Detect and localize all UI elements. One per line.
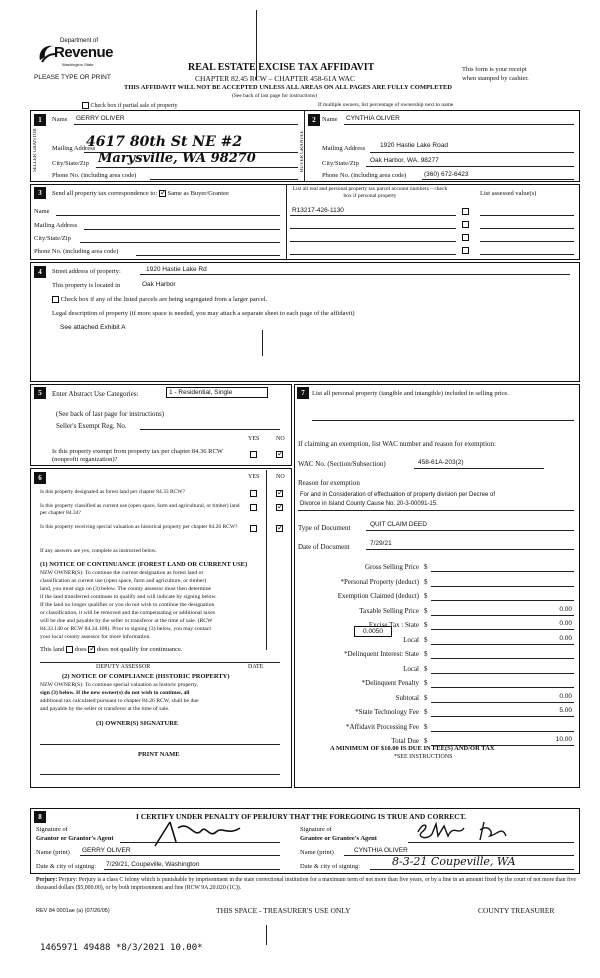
section-8-badge: 8 xyxy=(34,811,46,823)
stamp-line xyxy=(266,925,267,945)
grantee-sig-label-1: Signature of xyxy=(300,826,332,833)
buyer-phone[interactable]: (360) 672-6423 xyxy=(424,171,469,178)
owner-signature-label: (3) OWNER(S) SIGNATURE xyxy=(96,720,179,727)
seller-name-label: Name xyxy=(52,116,68,123)
claiming-exemption: If claiming an exemption, list WAC number and reason for exemption: xyxy=(298,440,496,448)
legal-description[interactable]: See attached Exhibit A xyxy=(60,324,126,331)
segregated-checkbox[interactable] xyxy=(52,296,59,303)
fee-dollar-sign: $ xyxy=(424,708,428,716)
grantor-name[interactable]: GERRY OLIVER xyxy=(82,847,131,854)
q-historic: Is this property receiving special valuation as historical property per chapter 84.26 RCW? xyxy=(40,524,238,530)
deputy-assessor: DEPUTY ASSESSOR xyxy=(96,664,151,670)
q-forest-yes[interactable] xyxy=(250,490,257,497)
reason-label: Reason for exemption xyxy=(298,479,360,487)
q-forest-no[interactable] xyxy=(276,490,283,497)
does-not-label: does not xyxy=(96,646,119,653)
seller-city[interactable]: Marysville, WA 98270 xyxy=(98,151,256,166)
partial-sale-checkbox[interactable] xyxy=(82,102,89,109)
seller-side-label: SELLER GRANTOR xyxy=(33,128,38,172)
legal-description-label: Legal description of property (if more space is needed, you may attach a separate sheet to each page of the affidavit) xyxy=(52,310,355,317)
grantee-name-label: Name (print) xyxy=(300,849,334,856)
grantee-sig-label-2: Grantee or Grantee's Agent xyxy=(300,835,377,842)
fee-value[interactable]: 0.00 xyxy=(559,692,572,700)
q-current-use-no[interactable] xyxy=(276,504,283,511)
section-2-badge: 2 xyxy=(308,114,320,126)
grantor-date-label: Date & city of signing: xyxy=(36,863,96,870)
notice1-line: NEW OWNER(S): To continue the current designation as forest land or xyxy=(40,570,204,576)
grantor-sig-label-2: Grantor or Grantor's Agent xyxy=(36,835,114,842)
segregated-label: Check box if any of the listed parcels are being segregated from a larger parcel. xyxy=(60,296,268,303)
fee-value[interactable]: 0.00 xyxy=(559,620,572,627)
stamp-line xyxy=(262,330,263,356)
perjury-text: Perjury: Perjury is a class C felony which is punishable by imprisonment in the state correctional institution for a maximum term of not more than five years, or by a fine in an amount fixed by the court of not more than five thousand dollars ($5,000.00), or by both imprisonment and fine (RCW 9A.20.020 (1C)). xyxy=(36,877,576,891)
notice2-line: and payable by the seller or transferor at the time of sale. xyxy=(40,706,170,712)
seller-name[interactable]: GERRY OLIVER xyxy=(76,115,125,122)
fee-label: Gross Selling Price xyxy=(364,563,419,571)
fee-dollar-sign: $ xyxy=(424,664,428,673)
print-name-label: PRINT NAME xyxy=(138,751,180,758)
q-exempt: Is this property exempt from property tax per chapter 84.36 RCW (nonprofit organization)? xyxy=(52,448,223,463)
s6-no-header: NO xyxy=(276,474,285,480)
logo-state: Washington State xyxy=(62,62,94,67)
fee-dollar-sign: $ xyxy=(424,722,428,731)
fee-dollar-sign: $ xyxy=(424,737,428,745)
stamp-line xyxy=(256,10,257,80)
s5-yes-header: YES xyxy=(248,436,260,442)
please-type: PLEASE TYPE OR PRINT xyxy=(34,74,111,81)
buyer-name[interactable]: CYNTHIA OLIVER xyxy=(346,115,400,122)
fee-label: Exemption Claimed (deduct) xyxy=(337,592,419,600)
section-6-badge: 6 xyxy=(34,472,46,484)
q-exempt-no[interactable] xyxy=(276,451,283,458)
s3-phone-label: Phone No. (including area code) xyxy=(34,248,119,255)
s5-no-header: NO xyxy=(276,436,285,442)
buyer-side-label: BUYER GRANTEE xyxy=(300,130,305,172)
notice1-line: if the land transferred continues to qualify and will indicate by signing below. xyxy=(40,594,217,600)
fee-dollar-sign: $ xyxy=(424,606,428,615)
grantee-signature xyxy=(414,818,534,844)
personal-property-checkbox-3[interactable] xyxy=(462,234,469,241)
buyer-city[interactable]: Oak Harbor, WA. 98277 xyxy=(370,157,439,164)
s6-yes-header: YES xyxy=(248,474,260,480)
fee-label: Local xyxy=(403,664,419,673)
fee-value[interactable]: 10.00 xyxy=(555,736,572,743)
buyer-mailing[interactable]: 1920 Hastie Lake Road xyxy=(380,142,448,149)
fee-label: Taxable Selling Price xyxy=(359,606,419,615)
q-historic-yes[interactable] xyxy=(250,525,257,532)
see-instructions: *SEE INSTRUCTIONS xyxy=(394,754,453,760)
treasurer-space: THIS SPACE - TREASURER'S USE ONLY xyxy=(216,906,351,915)
personal-property-checkbox-2[interactable] xyxy=(462,221,469,228)
seller-city-label: City/State/Zip xyxy=(52,160,89,167)
fee-dollar-sign: $ xyxy=(424,650,428,658)
revenue-logo xyxy=(36,38,114,76)
assessed-header: List assessed value(s) xyxy=(480,190,537,197)
parcel-list-header: List all real and personal property tax parcel account numbers – check box if personal property xyxy=(292,186,448,199)
continuance-row xyxy=(40,646,183,653)
fee-label: *Personal Property (deduct) xyxy=(340,577,419,586)
send-correspondence-row xyxy=(52,190,229,197)
notice2-line: NEW OWNER(S): To continue special valuation as historic property, xyxy=(40,682,199,688)
fee-label: *Affidavit Processing Fee xyxy=(346,722,419,731)
q-historic-no[interactable] xyxy=(276,525,283,532)
receipt-note-1: This form is your receipt xyxy=(462,66,527,73)
grantor-date-city[interactable]: 7/29/21, Coupeville, Washington xyxy=(106,861,200,868)
fee-dollar-sign: $ xyxy=(424,679,428,687)
fee-dollar-sign: $ xyxy=(424,621,428,629)
perjury-notice: Perjury: Perjury: Perjury is a class C felony which is punishable by imprisonment in the state correctional institution for a maximum term of not more than five years, or by a fine in an amount fixed by the court of not more than five thousand dollars ($5,000.00), or by both imprisonment and fine (RCW 9A.20.020 (1C)). xyxy=(36,877,576,891)
doc-date[interactable]: 7/29/21 xyxy=(370,540,392,547)
seller-mailing-label: Mailing Address xyxy=(52,145,96,152)
located-label: This property is located in xyxy=(52,282,121,289)
fee-label: Excise Tax : State xyxy=(368,621,419,629)
notice1-line: classification as current use (open space, farm and agriculture, or timber) xyxy=(40,578,207,584)
rev-number: REV 84 0001ae (a) (07/26/05) xyxy=(36,908,110,914)
stamp-line xyxy=(266,470,267,650)
same-as-buyer-checkbox[interactable] xyxy=(159,190,166,197)
does-label: does xyxy=(74,646,87,653)
section-4-badge: 4 xyxy=(34,266,46,278)
notice1-line: your local county assessor for more information. xyxy=(40,634,151,640)
deputy-date: DATE xyxy=(248,664,264,670)
fee-label: *State Technology Fee xyxy=(355,708,419,716)
fee-dollar-sign: $ xyxy=(424,693,428,702)
s3-name-label: Name xyxy=(34,208,50,215)
fee-label: Local xyxy=(403,635,419,644)
receipt-note-2: when stamped by cashier. xyxy=(462,75,529,82)
fee-dollar-sign: $ xyxy=(424,577,428,586)
s3-mailing-label: Mailing Address xyxy=(34,222,78,229)
notice1-title: (1) NOTICE OF CONTINUANCE (FOREST LAND OR CURRENT USE) xyxy=(40,561,248,568)
partial-sale-row xyxy=(82,102,177,109)
grantee-name[interactable]: CYNTHIA OLIVER xyxy=(354,847,408,854)
county-treasurer: COUNTY TREASURER xyxy=(478,906,555,915)
fee-label: Subtotal xyxy=(395,693,419,702)
abstract-use-field[interactable]: 1 - Residential, Single xyxy=(166,387,268,398)
notice1-line: or classification, it will be removed and the compensating or additional taxes xyxy=(40,610,215,616)
s5-see-back: (See back of last page for instructions) xyxy=(56,410,165,418)
buyer-name-label: Name xyxy=(322,116,338,123)
q-current-use: Is this property classified as current use (open space, farm and agricultural, or timber) land per chapter 84.34? xyxy=(40,503,240,516)
receipt-stamp: 1465971 49488 *8/3/2021 10.00* xyxy=(40,943,203,953)
buyer-city-label: City/State/Zip xyxy=(322,160,359,167)
fee-label: Total Due xyxy=(391,737,419,745)
grantor-name-label: Name (print) xyxy=(36,849,70,856)
buyer-mailing-label: Mailing Address xyxy=(322,145,366,152)
same-as-buyer-label: Same as Buyer/Grantee xyxy=(167,190,229,197)
doc-date-label: Date of Document xyxy=(298,543,350,551)
q-forest: Is this property designated as forest land per chapter 84.33 RCW? xyxy=(40,489,185,495)
fee-dollar-sign: $ xyxy=(424,592,428,600)
notice1-line: If the land no longer qualifies or you do not wish to continue the designation xyxy=(40,602,215,608)
parcel-number[interactable]: R13217-426-1130 xyxy=(292,207,344,214)
s3-city-label: City/State/Zip xyxy=(34,235,71,242)
fee-label: *Delinquent Interest: State xyxy=(343,650,419,658)
segregated-row xyxy=(52,296,267,303)
personal-property-note: List all personal property (tangible and intangible) included in selling price. xyxy=(312,390,509,397)
notice1-line: will be due and payable by the seller or transferor at the time of sale. (RCW xyxy=(40,618,213,624)
grantor-signature xyxy=(150,818,260,848)
section-5-badge: 5 xyxy=(34,387,46,399)
see-back-instructions: (See back of last page for instructions) xyxy=(232,93,317,99)
minimum-notice: A MINIMUM OF $10.00 IS DUE IN FEE(S) AND/OR TAX xyxy=(330,745,495,752)
doc-type-label: Type of Document xyxy=(298,524,351,532)
fee-value[interactable]: 0.00 xyxy=(559,634,572,642)
form-chapter: CHAPTER 82.45 RCW – CHAPTER 458-61A WAC xyxy=(195,74,355,83)
grantee-date-label: Date & city of signing: xyxy=(300,863,360,870)
reason-line-1[interactable]: For and in Consideration of effectuation of property division per Decree of xyxy=(300,492,495,498)
exempt-reg-label: Seller's Exempt Reg. No. xyxy=(56,422,127,430)
partial-sale-label: Check box if partial sale of property xyxy=(90,102,178,109)
form-title: REAL ESTATE EXCISE TAX AFFIDAVIT xyxy=(188,62,375,73)
q-current-use-yes[interactable] xyxy=(250,504,257,511)
notice1-line: 84.33.140 or RCW 84.34.108). Prior to signing (3) below, you may contact xyxy=(40,626,211,632)
fee-label: *Delinquent Penalty xyxy=(361,679,419,687)
does-not-checkbox[interactable] xyxy=(88,646,95,653)
fee-value[interactable]: 5.00 xyxy=(559,707,572,714)
seller-mailing[interactable]: 4617 80th St NE #2 xyxy=(86,134,243,150)
fee-dollar-sign: $ xyxy=(424,563,428,571)
street-label: Street address of property: xyxy=(52,268,121,275)
buyer-phone-label: Phone No. (including area code) xyxy=(322,172,407,179)
grantor-sig-label-1: Signature of xyxy=(36,826,68,833)
section-1-badge: 1 xyxy=(34,114,46,126)
logo-dept: Department of xyxy=(60,38,99,44)
abstract-label: Enter Abstract Use Categories: xyxy=(52,390,139,398)
located-value[interactable]: Oak Harbor xyxy=(142,281,176,288)
seller-phone-label: Phone No. (including area code) xyxy=(52,172,137,179)
notice2-line: additional tax calculated pursuant to chapter 84.26 RCW, shall be due xyxy=(40,698,199,704)
q-exempt-yes[interactable] xyxy=(250,451,257,458)
notice2-title: (2) NOTICE OF COMPLIANCE (HISTORIC PROPERTY) xyxy=(62,673,230,680)
not-accepted-notice: THIS AFFIDAVIT WILL NOT BE ACCEPTED UNLESS ALL AREAS ON ALL PAGES ARE FULLY COMPLETED xyxy=(124,84,452,91)
street-address[interactable]: 1920 Hastie Lake Rd xyxy=(146,266,207,273)
section-4-box xyxy=(30,262,580,382)
section-7-badge: 7 xyxy=(297,387,309,399)
certify-statement: I CERTIFY UNDER PENALTY OF PERJURY THAT THE FOREGOING IS TRUE AND CORRECT. xyxy=(136,812,467,821)
notice2-line: sign (3) below. If the new owner(s) do not wish to continue, all xyxy=(40,690,190,696)
wac-number[interactable]: 458-61A-203(2) xyxy=(418,459,464,466)
doc-type[interactable]: QUIT CLAIM DEED xyxy=(370,521,427,528)
does-checkbox[interactable] xyxy=(66,646,73,653)
if-any-yes: If any answers are yes, complete as instructed below. xyxy=(40,548,157,554)
section-3-badge: 3 xyxy=(34,187,46,199)
reason-line-2[interactable]: Divorce in Island County Cause No. 20-3-00091-15. xyxy=(300,501,438,507)
logo-name: Revenue xyxy=(54,44,114,61)
send-correspondence-label: Send all property tax correspondence to: xyxy=(52,190,158,197)
grantee-date-city[interactable]: 8-3-21 Coupeville, WA xyxy=(392,855,516,868)
fee-dollar-sign: $ xyxy=(424,635,428,644)
personal-property-checkbox-1[interactable] xyxy=(462,208,469,215)
qualify-label: qualify for continuance. xyxy=(120,646,183,653)
wac-label: WAC No. (Section/Subsection) xyxy=(298,460,386,468)
fee-value[interactable]: 0.00 xyxy=(559,605,572,613)
personal-property-checkbox-4[interactable] xyxy=(462,247,469,254)
multiple-owners-note: If multiple owners, list percentage of ownership next to name xyxy=(318,102,454,108)
notice1-line: land, you must sign on (3) below. The county assessor must then determine xyxy=(40,586,212,592)
this-land-label: This land xyxy=(40,646,65,653)
local-rate-field[interactable]: 0.0050 xyxy=(354,626,392,637)
